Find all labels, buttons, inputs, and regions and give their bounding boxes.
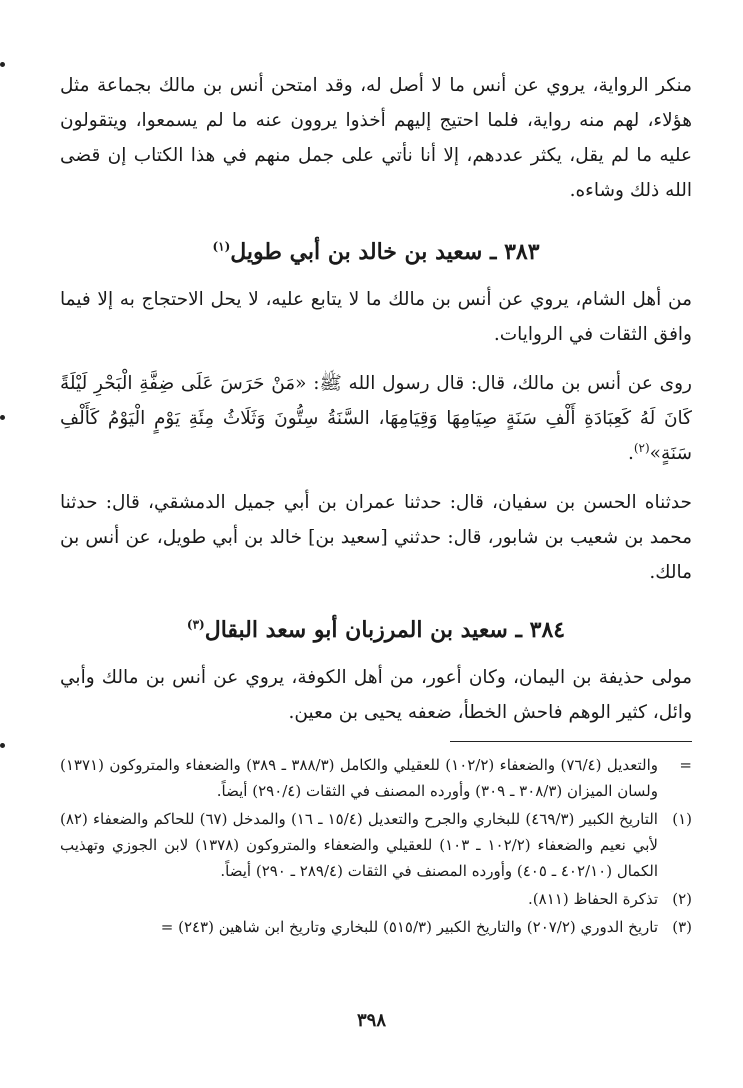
hadith-end: .	[627, 443, 634, 464]
hadith-text: روى عن أنس بن مالك، قال: قال رسول الله ﷺ: «مَنْ حَرَسَ عَلَى ضِفَّةِ الْبَحْرِ لَيْلَةً كَانَ لَهُ كَعِبَادَةِ أَلْفِ سَنَةٍ صِيَامِهَا وَقِيَامِهَا، السَّنَةُ سِتُّونَ وَثَلَاثُ مِئَةِ يَوْمٍ الْيَوْمُ كَأَلْفِ سَنَةٍ»	[60, 373, 692, 464]
entry-383-para-2	[60, 366, 692, 471]
footnote-2	[60, 886, 692, 912]
footnote-separator	[450, 741, 692, 742]
footnote-ref-2: (٢)	[633, 440, 650, 455]
entry-383-title: ٣٨٣ ـ سعيد بن خالد بن أبي طويل	[230, 239, 540, 265]
margin-mark-middle	[0, 415, 5, 420]
footnotes	[60, 752, 692, 942]
entry-383-para-1: من أهل الشام، يروي عن أنس بن مالك ما لا يتابع عليه، لا يحل الاحتجاج به إلا فيما وافق الثقات في الروايات.	[60, 289, 692, 345]
footnote-text: تاريخ الدوري (٢٠٧/٢) والتاريخ الكبير (٥١٥/٣) للبخاري وتاريخ ابن شاهين (٢٤٣) =	[160, 918, 658, 936]
footnote-continuation	[60, 752, 692, 804]
footnote-text: تذكرة الحفاظ (٨١١).	[528, 890, 658, 908]
margin-mark-lower	[0, 743, 5, 748]
footnote-1	[60, 806, 692, 884]
footnote-3	[60, 914, 692, 940]
entry-383-heading	[60, 234, 692, 270]
footnote-mark: (٢)	[672, 890, 692, 908]
footnote-text: التاريخ الكبير (٤٦٩/٣) للبخاري والجرح والتعديل (١٥/٤ ـ ١٦) والمدخل (٦٧) للحاكم والضعفاء (٨٢) لأبي نعيم والضعفاء (١٠٢/٢ ـ ١٠٣) للعقيلي والضعفاء والمتروكون (١٣٧٨) لابن الجوزي وتهذيب الكمال (٤٠٢/١٠ ـ ٤٠٥) وأورده المصنف في الثقات (٢٨٩/٤ ـ ٢٩٠) أيضاً.	[60, 810, 658, 880]
page-number: ٣٩٨	[356, 1010, 386, 1031]
main-text	[60, 68, 692, 730]
entry-384-title: ٣٨٤ ـ سعيد بن المرزبان أبو سعد البقال	[204, 617, 566, 643]
footnote-mark: =	[679, 756, 692, 774]
footnote-text: والتعديل (٧٦/٤) والضعفاء (١٠٢/٢) للعقيلي والكامل (٣٨٨/٣ ـ ٣٨٩) والضعفاء والمتروكون (١٣٧١) ولسان الميزان (٣٠٨/٣ ـ ٣٠٩) وأورده المصنف في الثقات (٢٩٠/٤) أيضاً.	[60, 756, 658, 800]
footnote-mark: (١)	[672, 810, 692, 828]
footnote-ref-3: (٣)	[186, 617, 205, 632]
footnote-mark: (٣)	[672, 918, 692, 936]
entry-383-para-3: حدثناه الحسن بن سفيان، قال: حدثنا عمران بن أبي جميل الدمشقي، قال: حدثنا محمد بن شعيب بن شابور، قال: حدثني [سعيد بن] خالد بن أبي طويل، عن أنس بن مالك.	[60, 492, 692, 583]
entry-384-para-1: مولى حذيفة بن اليمان، وكان أعور، من أهل الكوفة، يروي عن أنس بن مالك وأبي وائل، كثير الوهم فاحش الخطأ، ضعفه يحيى بن معين.	[60, 667, 692, 723]
footnote-ref-1: (١)	[212, 239, 231, 254]
intro-paragraph: منكر الرواية، يروي عن أنس ما لا أصل له، وقد امتحن أنس بن مالك بجماعة مثل هؤلاء، لهم منه رواية، فلما احتيج إليهم أخذوا يروون عنه ما لم يسمعوا، ويتقولون عليه ما لم يقل، يكثر عددهم، إلا أنا نأتي على جمل منهم في هذا الكتاب إن قضى الله ذلك وشاءه.	[60, 75, 692, 201]
entry-384-heading	[60, 612, 692, 648]
margin-mark-top	[0, 62, 5, 67]
